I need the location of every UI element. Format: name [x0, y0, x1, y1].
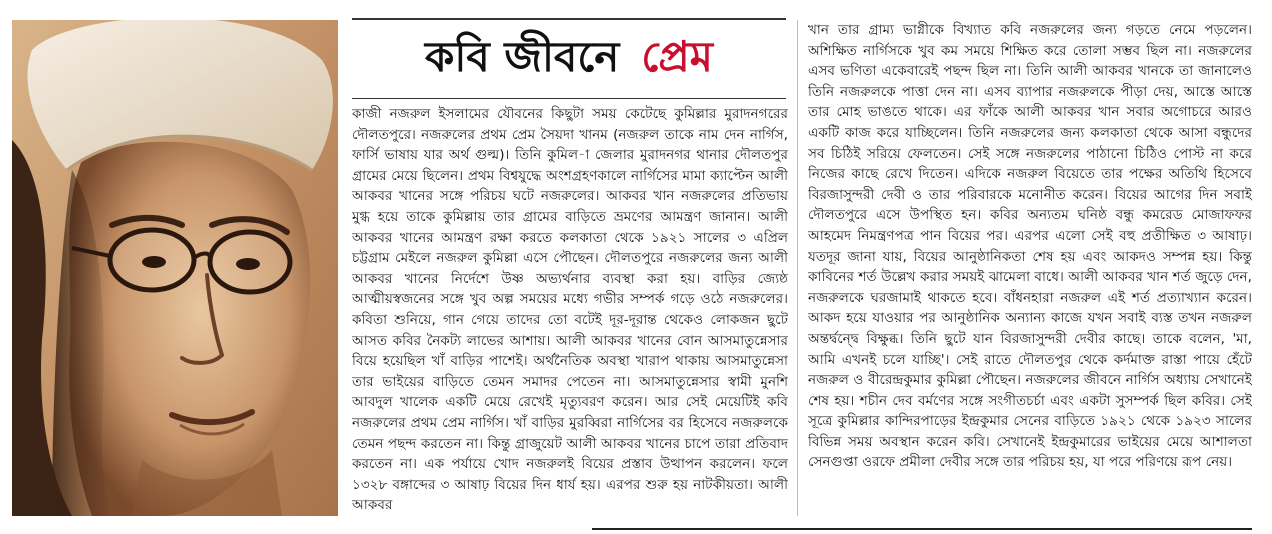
article-column-right: খান তার গ্রাম্য ভাগ্নীকে বিখ্যাত কবি নজরুলের জন্য গড়তে নেমে পড়লেন। অশিক্ষিত নার্গিসকে খুব কম সময়ে শিক্ষিত করে তোলা সম্ভব ছিল না। নজরুলের এসব ভণিতা একেবারেই পছন্দ ছিল না। তিনি আলী আকবর খানকে তা জানালেও তিনি নজরুলকে পাত্তা দেন না। এসব ব্যাপার নজরুলকে পীড়া দেয়, আস্তে আস্তে তার মোহ ভাঙতে থাকে। এর ফাঁকে আলী আকবর খান সবার অগোচরে আরও একটি কাজ করে যাচ্ছিলেন। তিনি নজরুলের জন্য কলকাতা থেকে আসা বন্ধুদের সব চিঠিই সরিয়ে ফেলতেন। সেই সঙ্গে নজরুলের পাঠানো চিঠিও পোস্ট না করে নিজের কাছে রেখে দিতেন। এদিকে নজরুল বিয়েতে তার পক্ষের অতিথি হিসেবে বিরজাসুন্দরী দেবী ও তার পরিবারকে মনোনীত করেন। বিয়ের আগের দিন সবাই দৌলতপুরে এসে উপস্থিত হন। কবির অন্যতম ঘনিষ্ঠ বন্ধু কমরেড মোজাফফর আহমেদ নিমন্ত্রণপত্র পান বিয়ের পর। এরপর এলো সেই বহু প্রতীক্ষিত ৩ আষাঢ়। যতদূর জানা যায়, বিয়ের আনুষ্ঠানিকতা শেষ হয় এবং আকদও সম্পন্ন হয়। কিন্তু কাবিনের শর্ত উল্লেখ করার সময়ই ঝামেলা বাধে। আলী আকবর খান শর্ত জুড়ে দেন, নজরুলকে ঘরজামাই থাকতে হবে। বাঁধনহারা নজরুল এই শর্ত প্রত্যাখ্যান করেন। আকদ হয়ে যাওয়ার পর আনুষ্ঠানিক অন্যান্য কাজে যখন সবাই ব্যস্ত তখন নজরুল অন্তর্দ্বন্দ্বে বিক্ষুব্ধ। তিনি ছুটে যান বিরজাসুন্দরী দেবীর কাছে। তাকে বলেন, 'মা, আমি এখনই চলে যাচ্ছি'। সেই রাতে দৌলতপুর থেকে কর্দমাক্ত রাস্তা পায়ে হেঁটে নজরুল ও বীরেন্দ্রকুমার কুমিল্লা পৌছেন। নজরুলের জীবনে নার্গিস অধ্যায় সেখানেই শেষ হয়। শচীন দেব বর্মণের সঙ্গে সংগীতচর্চা এবং একটা সুসম্পর্ক ছিল কবির। সেই সূত্রে কুমিল্লার কান্দিরপাড়ের ইন্দ্রকুমার সেনের বাড়িতে ১৯২১ থেকে ১৯২৩ সালের বিভিন্ন সময় অবস্থান করেন কবি। সেখানেই ইন্দ্রকুমারের ভাইয়ের মেয়ে আশালতা সেনগুপ্তা ওরফে প্রমীলা দেবীর সঙ্গে তার পরিচয় হয়, যা পরে পরিণয়ে রূপ নেয়। — [808, 22, 1252, 471]
article-column-left: কাজী নজরুল ইসলামের যৌবনের কিছুটা সময় কেটেছে কুমিল্লার মুরাদনগরের দৌলতপুরে। নজরুলের প্রথম প্রেম সৈয়দা খানম (নজরুল তাকে নাম দেন নার্গিস, ফার্সি ভাষায় যার অর্থ গুল্ম)। তিনি কুমিল-া জেলার মুরাদনগর থানার দৌলতপুর গ্রামের মেয়ে ছিলেন। প্রথম বিশ্বযুদ্ধে অংশগ্রহণকালে নার্গিসের মামা ক্যাপ্টেন আলী আকবর খানের সঙ্গে পরিচয় ঘটে নজরুলের। আকবর খান নজরুলের প্রতিভায় মুগ্ধ হয়ে তাকে কুমিল্লায় তার গ্রামের বাড়িতে ভ্রমণের আমন্ত্রণ জানান। আলী আকবর খানের আমন্ত্রণ রক্ষা করতে কলকাতা থেকে ১৯২১ সালের ৩ এপ্রিল চট্টগ্রাম মেইলে নজরুল কুমিল্লা এসে পৌছেন। দৌলতপুরে নজরুলের জন্য আলী আকবর খানের নির্দেশে উষ্ণ অভ্যর্থনার ব্যবস্থা করা হয়। বাড়ির জ্যেষ্ঠ আত্মীয়স্বজনের সঙ্গে খুব অল্প সময়ের মধ্যে গভীর সম্পর্ক গড়ে ওঠে নজরুলের। কবিতা শুনিয়ে, গান গেয়ে তাদের তো বটেই দূর-দূরান্ত থেকেও লোকজন ছুটে আসত কবির নৈকট্য লাভের আশায়। আলী আকবর খানের বোন আসমাতুন্নেসার বিয়ে হয়েছিল খাঁ বাড়ির পাশেই। অর্থনৈতিক অবস্থা খারাপ থাকায় আসমাতুন্নেসা তার ভাইয়ের বাড়িতে তেমন সমাদর পেতেন না। আসমাতুন্নেসার স্বামী মুনশি আবদুল খালেক একটি মেয়ে রেখেই মৃত্যুবরণ করেন। আর সেই মেয়েটিই কবি নজরুলের প্রথম প্রেম নার্গিস। খাঁ বাড়ির মুরব্বিরা নার্গিসের বর হিসেবে নজরুলকে তেমন পছন্দ করতেন না। কিন্তু গ্রাজুয়েট আলী আকবর খানের চাপে তারা প্রতিবাদ করতেন না। এক পর্যায়ে খোদ নজরুলই বিয়ের প্রস্তাব উত্থাপন করলেন। ফলে ১৩২৮ বঙ্গাব্দের ৩ আষাঢ় বিয়ের দিন ধার্য হয়। এরপর শুরু হয় নাটকীয়তা। আলী আকবর — [352, 106, 788, 514]
nazrul-portrait-icon — [12, 20, 338, 516]
footer-rule — [592, 528, 1252, 530]
portrait-photo — [12, 20, 338, 516]
headline-part-red: প্রেম — [641, 31, 714, 81]
article-headline — [352, 18, 786, 99]
headline-part-black: কবি জীবনে — [424, 31, 620, 81]
column-divider — [797, 20, 798, 516]
